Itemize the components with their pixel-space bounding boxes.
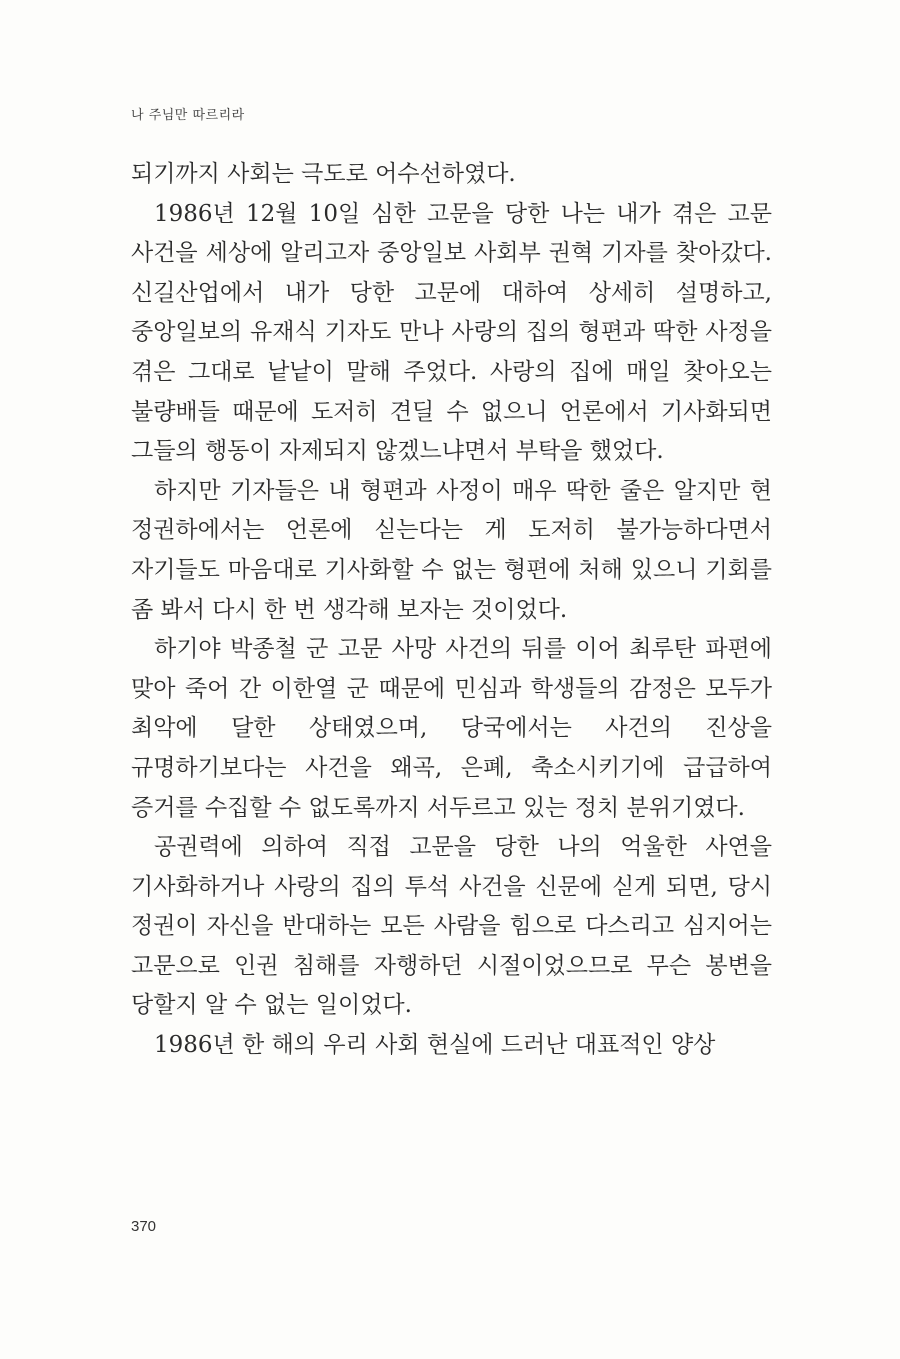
page-number: 370: [131, 1218, 157, 1235]
paragraph: 1986년 한 해의 우리 사회 현실에 드러난 대표적인 양상: [154, 1032, 716, 1059]
paragraph: 하기야 박종철 군 고문 사망 사건의 뒤를 이어 최루탄 파편에 맞아 죽어 간 이한열 군 때문에 민심과 학생들의 감정은 모두가 최악에 달한 상태였으며, 당국에서는 사건의 진상을 규명하기보다는 사건을 왜곡, 은폐, 축소시키기에 급급하여 증거를 수집할 수 없도록까지 서두르고 있는 정치 분위기였다.: [131, 636, 772, 821]
paragraph: 공권력에 의하여 직접 고문을 당한 나의 억울한 사연을 기사화하거나 사랑의 집의 투석 사건을 신문에 싣게 되면, 당시 정권이 자신을 반대하는 모든 사람을 힘으로 다스리고 심지어는 고문으로 인권 침해를 자행하던 시절이었으므로 무슨 봉변을 당할지 알 수 없는 일이었다.: [131, 834, 772, 1019]
paragraph: 하지만 기자들은 내 형편과 사정이 매우 딱한 줄은 알지만 현 정권하에서는 언론에 싣는다는 게 도저히 불가능하다면서 자기들도 마음대로 기사화할 수 없는 형편에 처해 있으니 기회를 좀 봐서 다시 한 번 생각해 보자는 것이었다.: [131, 477, 772, 623]
paragraph: 1986년 12월 10일 심한 고문을 당한 나는 내가 겪은 고문 사건을 세상에 알리고자 중앙일보 사회부 권혁 기자를 찾아갔다. 신길산업에서 내가 당한 고문에 대하여 상세히 설명하고, 중앙일보의 유재식 기자도 만나 사랑의 집의 형편과 딱한 사정을 겪은 그대로 낱낱이 말해 주었다. 사랑의 집에 매일 찾아오는 불량배들 때문에 도저히 견딜 수 없으니 언론에서 기사화되면 그들의 행동이 자제되지 않겠느냐면서 부탁을 했었다.: [131, 200, 772, 465]
body-text: [131, 155, 772, 1066]
paragraph-continued: 되기까지 사회는 극도로 어수선하였다.: [131, 161, 516, 187]
running-head: 나 주님만 따르리라: [131, 108, 245, 123]
